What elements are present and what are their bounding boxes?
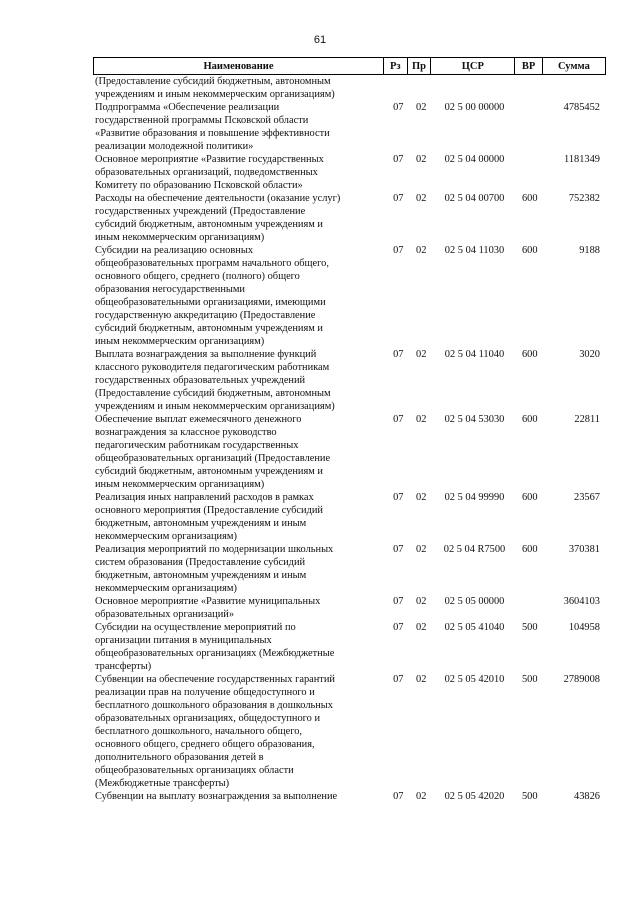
cell-name: (Предоставление субсидий бюджетным, автономным учреждениям и иным некоммерческим организациям): [95, 76, 335, 100]
cell-csr: 02 5 05 42010: [444, 674, 505, 685]
cell-vr: 500: [521, 622, 538, 633]
cell-pr: [410, 75, 433, 101]
cell-sum: 370381: [568, 544, 600, 555]
cell-csr: 02 5 00 00000: [444, 102, 505, 113]
cell-sum: [543, 75, 606, 101]
cell-csr: [433, 75, 517, 101]
cell-vr: 600: [521, 193, 538, 204]
cell-name: Выплата вознаграждения за выполнение функций классного руководителя педагогическим работникам государственных образовательных учреждений (Предоставление субсидий бюджетным, автономным учреждениям и иным некоммерческим организациям): [95, 349, 335, 412]
cell-rz: 07: [393, 596, 404, 607]
cell-sum: 43826: [574, 791, 600, 802]
cell-name: Субвенции на обеспечение государственных гарантий реализации прав на получение общедоступного и бесплатного дошкольного образования в дошкольных образовательных организациях, общедоступного и бесплатного дошкольного, начального общего, основного общего, среднего общего образования, дополнительного образования детей в общеобразовательных организациях области (Межбюджетные трансферты): [95, 674, 335, 789]
cell-rz: 07: [393, 414, 404, 425]
cell-name: Субвенции на выплату вознаграждения за выполнение: [95, 791, 338, 802]
cell-vr: 500: [521, 791, 538, 802]
cell-sum: 3020: [579, 349, 600, 360]
column-header-rz: Рз: [383, 58, 407, 74]
cell-name: Основное мероприятие «Развитие муниципальных образовательных организаций»: [95, 596, 321, 620]
cell-pr: 02: [416, 622, 427, 633]
cell-csr: 02 5 04 00000: [444, 154, 505, 165]
cell-vr: 600: [521, 544, 538, 555]
cell-name: Основное мероприятие «Развитие государственных образовательных организаций, подведомственных Комитету по образованию Псковской области»: [95, 154, 324, 191]
cell-sum: 1181349: [564, 154, 600, 165]
cell-vr: 600: [521, 349, 538, 360]
column-header-csr: ЦСР: [430, 58, 514, 74]
cell-rz: 07: [393, 154, 404, 165]
cell-rz: 07: [393, 245, 404, 256]
cell-csr: 02 5 05 00000: [444, 596, 505, 607]
cell-vr: [516, 153, 543, 192]
table-row: [93, 75, 606, 101]
cell-vr: [516, 101, 543, 153]
cell-pr: 02: [416, 674, 427, 685]
cell-sum: 9188: [579, 245, 600, 256]
cell-sum: 2789008: [563, 674, 600, 685]
table-row: [93, 244, 606, 348]
cell-sum: 4785452: [563, 102, 600, 113]
cell-rz: 07: [393, 622, 404, 633]
cell-name: Субсидии на реализацию основных общеобразовательных программ начального общего, основного общего, среднего (полного) общего образования негосударственными общеобразовательными организациями, имеющими государственную аккредитацию (Предоставление субсидий бюджетным, автономным учреждениям и иным некоммерческим организациям): [95, 245, 329, 347]
cell-pr: 02: [416, 154, 427, 165]
cell-csr: 02 5 04 R7500: [443, 544, 506, 555]
cell-vr: 600: [521, 492, 538, 503]
cell-pr: 02: [416, 193, 427, 204]
table-row: [93, 621, 606, 673]
cell-name: Обеспечение выплат ежемесячного денежного вознаграждения за классное руководство педагогическим работникам государственных общеобразовательных организаций (Предоставление субсидий бюджетным, автономным учреждениям и иным некоммерческим организациям): [95, 414, 331, 490]
cell-vr: [516, 595, 543, 621]
column-header-sum: Сумма: [542, 58, 606, 74]
table-row: [93, 491, 606, 543]
cell-rz: 07: [393, 102, 404, 113]
table-row: [93, 413, 606, 491]
cell-vr: 600: [521, 414, 538, 425]
cell-sum: 752382: [568, 193, 600, 204]
cell-pr: 02: [416, 791, 427, 802]
cell-csr: 02 5 04 11040: [444, 349, 505, 360]
cell-name: Субсидии на осуществление мероприятий по организации питания в муниципальных общеобразовательных организациях (Межбюджетные трансферты): [95, 622, 335, 672]
table-header: [93, 57, 606, 75]
table-row: [93, 101, 606, 153]
cell-vr: [516, 75, 543, 101]
cell-pr: 02: [416, 102, 427, 113]
cell-pr: 02: [416, 245, 427, 256]
cell-csr: 02 5 05 41040: [444, 622, 505, 633]
cell-csr: 02 5 04 00700: [444, 193, 505, 204]
table-row: [93, 673, 606, 790]
table-row: [93, 348, 606, 413]
cell-name: Расходы на обеспечение деятельности (оказание услуг) государственных учреждений (Предоставление субсидий бюджетным, автономным учреждениям и иным некоммерческим организациям): [95, 193, 341, 243]
cell-rz: 07: [393, 791, 404, 802]
cell-sum: 3604103: [563, 596, 600, 607]
cell-sum: 104958: [568, 622, 600, 633]
cell-name: Реализация иных направлений расходов в рамках основного мероприятия (Предоставление субсидий бюджетным, автономным учреждениям и иным некоммерческим организациям): [95, 492, 323, 542]
column-header-vr: ВР: [514, 58, 542, 74]
cell-csr: 02 5 05 42020: [444, 791, 505, 802]
table-row: [93, 153, 606, 192]
cell-vr: 600: [521, 245, 538, 256]
cell-vr: 500: [521, 674, 538, 685]
cell-rz: [387, 75, 410, 101]
column-header-name: Наименование: [93, 58, 383, 74]
cell-rz: 07: [393, 492, 404, 503]
cell-pr: 02: [416, 544, 427, 555]
cell-pr: 02: [416, 492, 427, 503]
cell-rz: 07: [393, 674, 404, 685]
page-number: 61: [313, 34, 327, 46]
cell-rz: 07: [393, 193, 404, 204]
table-body: [93, 75, 606, 803]
column-header-pr: Пр: [407, 58, 431, 74]
cell-pr: 02: [416, 414, 427, 425]
table-row: [93, 543, 606, 595]
cell-rz: 07: [393, 544, 404, 555]
cell-csr: 02 5 04 99990: [444, 492, 505, 503]
cell-sum: 23567: [574, 492, 600, 503]
table-row: [93, 595, 606, 621]
cell-csr: 02 5 04 53030: [444, 414, 505, 425]
cell-pr: 02: [416, 349, 427, 360]
budget-table: [93, 57, 606, 803]
cell-pr: 02: [416, 596, 427, 607]
cell-csr: 02 5 04 11030: [444, 245, 505, 256]
cell-name: Подпрограмма «Обеспечение реализации государственной программы Псковской области «Развитие образования и повышение эффективности реализации молодежной политики»: [95, 102, 330, 152]
table-row: [93, 790, 606, 803]
cell-name: Реализация мероприятий по модернизации школьных систем образования (Предоставление субсидий бюджетным, автономным учреждениям и иным некоммерческим организациям): [95, 544, 334, 594]
cell-rz: 07: [393, 349, 404, 360]
table-row: [93, 192, 606, 244]
cell-sum: 22811: [574, 414, 600, 425]
